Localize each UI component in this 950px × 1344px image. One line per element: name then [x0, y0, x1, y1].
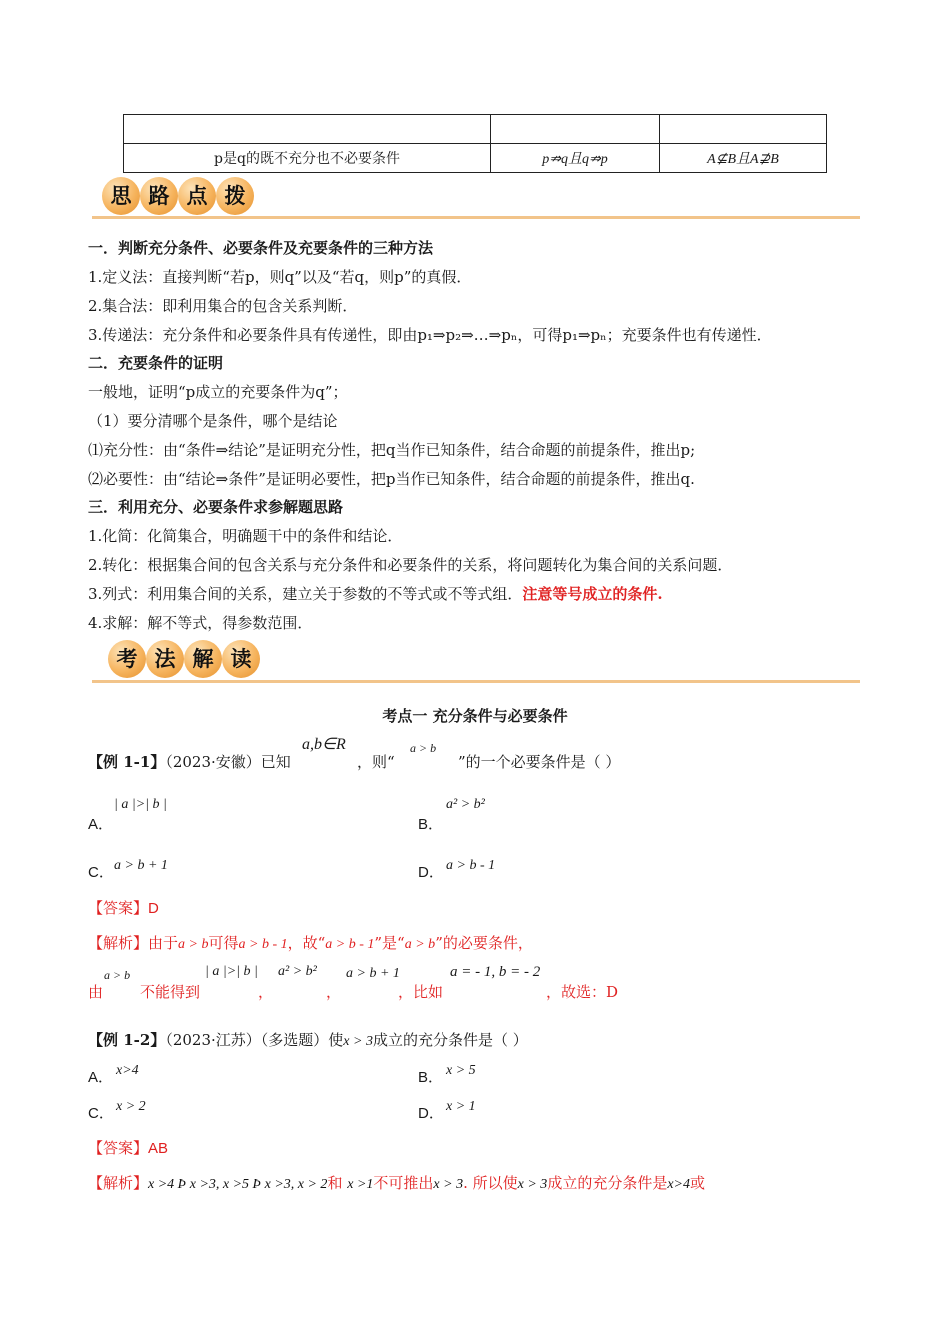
analysis-text: ，故“: [287, 934, 326, 952]
banner-kaofa: [100, 640, 270, 682]
analysis-text: 可得: [208, 934, 239, 952]
option-letter: A．: [88, 1069, 114, 1086]
option-letter: B．: [418, 1069, 444, 1086]
section-title: 一．判断充分条件、必要条件及充要条件的三种方法: [88, 239, 434, 257]
analysis-label: 【解析】: [88, 934, 149, 952]
math-expr: x >4 Þ x >3, x >5 Þ x >3, x > 2: [148, 1177, 328, 1192]
analysis-text: ，比如: [398, 983, 444, 1001]
analysis-text: 不可推出: [373, 1174, 434, 1192]
option-expr: x > 5: [446, 1063, 476, 1078]
example-label: 【例 1-2】: [88, 1031, 166, 1049]
table-row: [124, 144, 827, 173]
banner-char: 读: [222, 640, 260, 678]
math-expr: a > b: [104, 968, 131, 982]
list-item: [88, 583, 663, 604]
analysis-text: 由于: [148, 934, 179, 952]
analysis-line: [88, 1172, 705, 1193]
math-expr: a > b + 1: [346, 966, 400, 981]
math-expr: a,b∈R: [302, 736, 346, 753]
math-expr: a > b - 1: [325, 937, 375, 952]
example-1-1-stem: [88, 751, 291, 772]
analysis-text: ，: [258, 983, 274, 1001]
table-cell: A⊈B且A⊉B: [660, 144, 827, 173]
table-cell: p是q的既不充分也不必要条件: [124, 144, 491, 173]
list-item: 1.定义法：直接判断“若p，则q”以及“若q，则p”的真假．: [88, 268, 472, 286]
math-expr: a > b: [178, 937, 209, 952]
highlight-note: 注意等号成立的条件.: [522, 585, 663, 603]
analysis-text: ”是“: [374, 934, 405, 952]
math-expr: a > b - 1: [238, 937, 288, 952]
banner-char: 考: [108, 640, 146, 678]
list-item: 2.集合法：即利用集合的包含关系判断．: [88, 297, 358, 315]
option-letter: C．: [88, 1105, 114, 1122]
option-letter: C．: [88, 864, 114, 881]
example-label: 【例 1-1】: [88, 753, 166, 771]
math-expr: a = - 1, b = - 2: [450, 964, 541, 980]
divider: [92, 680, 860, 683]
conditions-table: [123, 114, 827, 173]
option-expr: x > 2: [116, 1099, 146, 1114]
table-row: [124, 115, 827, 144]
list-item: 1.化简：化简集合，明确题干中的条件和结论．: [88, 527, 403, 545]
analysis-text: 由: [88, 983, 104, 1001]
answer: 【答案】AB: [88, 1140, 169, 1157]
math-expr: x > 3: [517, 1177, 548, 1192]
banner-char: 拨: [216, 177, 254, 215]
analysis-text: . 所以使: [463, 1174, 518, 1192]
stem-text: 成立的充分条件是（ ）: [372, 1031, 528, 1049]
analysis-text: ”的必要条件，: [435, 934, 533, 952]
list-item: 2.转化：根据集合间的包含关系与充分条件和必要条件的关系，将问题转化为集合间的关系问题．: [88, 556, 733, 574]
analysis-text: ，故选：D: [546, 983, 619, 1001]
math-expr: x > 3: [433, 1177, 464, 1192]
banner-char: 点: [178, 177, 216, 215]
math-expr: a > b: [410, 741, 437, 755]
section-title: 三．利用充分、必要条件求参解题思路: [88, 498, 344, 516]
list-item: 4.求解：解不等式，得参数范围．: [88, 614, 313, 632]
analysis-text: ，: [326, 983, 342, 1001]
analysis-text: 成立的充分条件是: [547, 1174, 668, 1192]
option-letter: A．: [88, 816, 114, 833]
option-expr: a² > b²: [446, 797, 485, 812]
answer: 【答案】D: [88, 900, 159, 917]
option-letter: D．: [418, 1105, 444, 1122]
option-expr: x>4: [116, 1063, 139, 1078]
table-cell: [660, 115, 827, 144]
divider: [92, 216, 860, 219]
list-item: ⑵必要性：由“结论⇒条件”是证明必要性，把p当作已知条件，结合命题的前提条件，推出q.: [88, 470, 695, 488]
option-expr: | a |>| b |: [114, 797, 167, 812]
option-letter: D．: [418, 864, 444, 881]
option-expr: a > b - 1: [446, 858, 496, 873]
math-expr: a² > b²: [278, 964, 317, 979]
table-cell: [124, 115, 491, 144]
list-item: 一般地，证明“p成立的充要条件为q”；: [88, 383, 348, 401]
banner-char: 路: [140, 177, 178, 215]
option-expr: a > b + 1: [114, 858, 168, 873]
analysis-text: 或: [690, 1174, 706, 1192]
math-expr: a > b: [404, 937, 436, 952]
analysis-label: 【解析】: [88, 1174, 149, 1192]
math-expr: x>4: [667, 1177, 690, 1192]
math-expr: | a |>| b |: [205, 964, 258, 979]
analysis-text: 和: [327, 1174, 343, 1192]
table-cell: p⇏q且q⇏p: [491, 144, 660, 173]
example-source: （2023·安徽）已知: [165, 753, 291, 771]
analysis-line: [88, 932, 533, 953]
section-title: 二．充要条件的证明: [88, 354, 224, 372]
math-expr: x > 3: [343, 1034, 373, 1049]
example-source: （2023·江苏）（多选题）使: [165, 1031, 344, 1049]
table-cell: [491, 115, 660, 144]
example-1-2-stem: [88, 1029, 528, 1050]
list-item-text: 3.列式：利用集合间的关系，建立关于参数的不等式或不等式组．: [88, 585, 523, 603]
option-letter: B．: [418, 816, 444, 833]
banner-char: 思: [102, 177, 140, 215]
stem-text: ，则“: [357, 753, 395, 771]
stem-text: ”的一个必要条件是（ ）: [458, 753, 621, 771]
topic-title: 考点一 充分条件与必要条件: [382, 707, 568, 725]
list-item: （1）要分清哪个是条件，哪个是结论: [88, 412, 338, 430]
list-item: ⑴充分性：由“条件⇒结论”是证明充分性，把q当作已知条件，结合命题的前提条件，推出p;: [88, 441, 696, 459]
analysis-text: 不能得到: [140, 983, 201, 1001]
banner-silu: [100, 177, 270, 219]
option-expr: x > 1: [446, 1099, 476, 1114]
banner-char: 法: [146, 640, 184, 678]
math-expr: x >1: [347, 1177, 374, 1192]
banner-char: 解: [184, 640, 222, 678]
list-item: 3.传递法：充分条件和必要条件具有传递性，即由p₁⇒p₂⇒…⇒pₙ，可得p₁⇒pₙ；充要条件也有传递性．: [88, 326, 772, 344]
